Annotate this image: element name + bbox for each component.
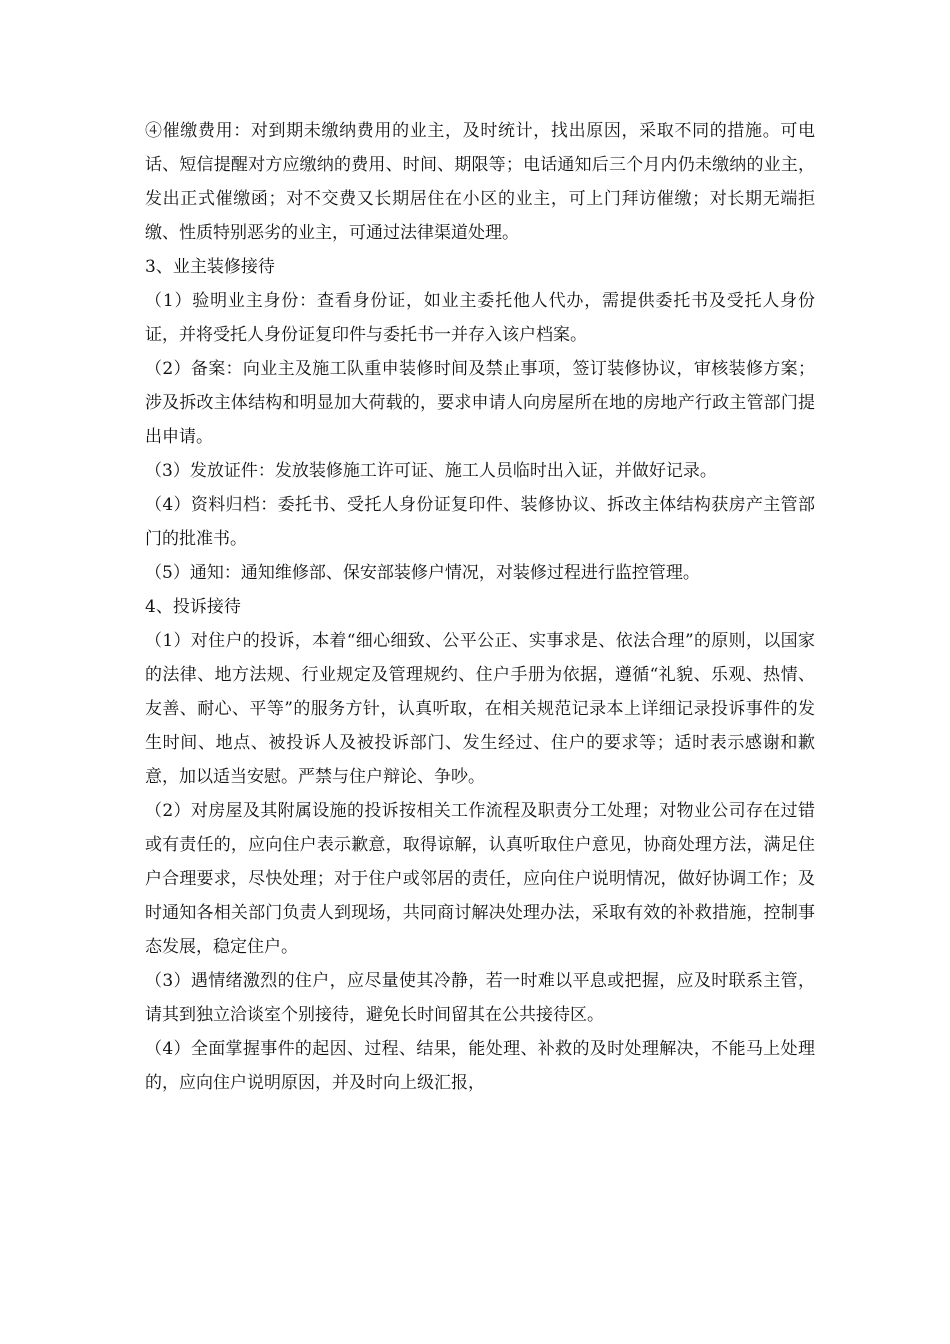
para-renovation-4: （4）资料归档：委托书、受托人身份证复印件、装修协议、拆改主体结构获房产主管部门的批准书。	[145, 495, 815, 549]
para-renovation-2: （2）备案：向业主及施工队重申装修时间及禁止事项，签订装修协议，审核装修方案；涉及拆改主体结构和明显加大荷载的，要求申请人向房屋所在地的房地产行政主管部门提出申请。	[145, 359, 815, 447]
para-complaint-3: （3）遇情绪激烈的住户，应尽量使其冷静，若一时难以平息或把握，应及时联系主管，请其到独立洽谈室个别接待，避免长时间留其在公共接待区。	[145, 971, 815, 1025]
document-page	[145, 114, 815, 1100]
heading-renovation: 3、业主装修接待	[145, 257, 275, 277]
heading-complaint: 4、投诉接待	[145, 597, 241, 617]
para-complaint-2: （2）对房屋及其附属设施的投诉按相关工作流程及职责分工处理；对物业公司存在过错或有责任的，应向住户表示歉意，取得谅解，认真听取住户意见，协商处理方法，满足住户合理要求，尽快处理；对于住户或邻居的责任，应向住户说明情况，做好协调工作；及时通知各相关部门负责人到现场，共同商讨解决处理办法，采取有效的补救措施，控制事态发展，稳定住户。	[145, 801, 815, 957]
para-renovation-3: （3）发放证件：发放装修施工许可证、施工人员临时出入证，并做好记录。	[145, 461, 717, 481]
para-collection-fees: ④催缴费用：对到期未缴纳费用的业主，及时统计，找出原因，采取不同的措施。可电话、短信提醒对方应缴纳的费用、时间、期限等；电话通知后三个月内仍未缴纳的业主，发出正式催缴函；对不交费又长期居住在小区的业主，可上门拜访催缴；对长期无端拒缴、性质特别恶劣的业主，可通过法律渠道处理。	[145, 121, 815, 243]
para-renovation-5: （5）通知：通知维修部、保安部装修户情况，对装修过程进行监控管理。	[145, 563, 700, 583]
para-complaint-1: （1）对住户的投诉，本着“细心细致、公平公正、实事求是、依法合理”的原则，以国家的法律、地方法规、行业规定及管理规约、住户手册为依据，遵循“礼貌、乐观、热情、友善、耐心、平等”的服务方针，认真听取，在相关规范记录本上详细记录投诉事件的发生时间、地点、被投诉人及被投诉部门、发生经过、住户的要求等；适时表示感谢和歉意，加以适当安慰。严禁与住户辩论、争吵。	[145, 631, 815, 787]
para-complaint-4: （4）全面掌握事件的起因、过程、结果，能处理、补救的及时处理解决，不能马上处理的，应向住户说明原因，并及时向上级汇报，	[145, 1039, 815, 1093]
para-renovation-1: （1）验明业主身份：查看身份证，如业主委托他人代办，需提供委托书及受托人身份证，并将受托人身份证复印件与委托书一并存入该户档案。	[145, 291, 815, 345]
